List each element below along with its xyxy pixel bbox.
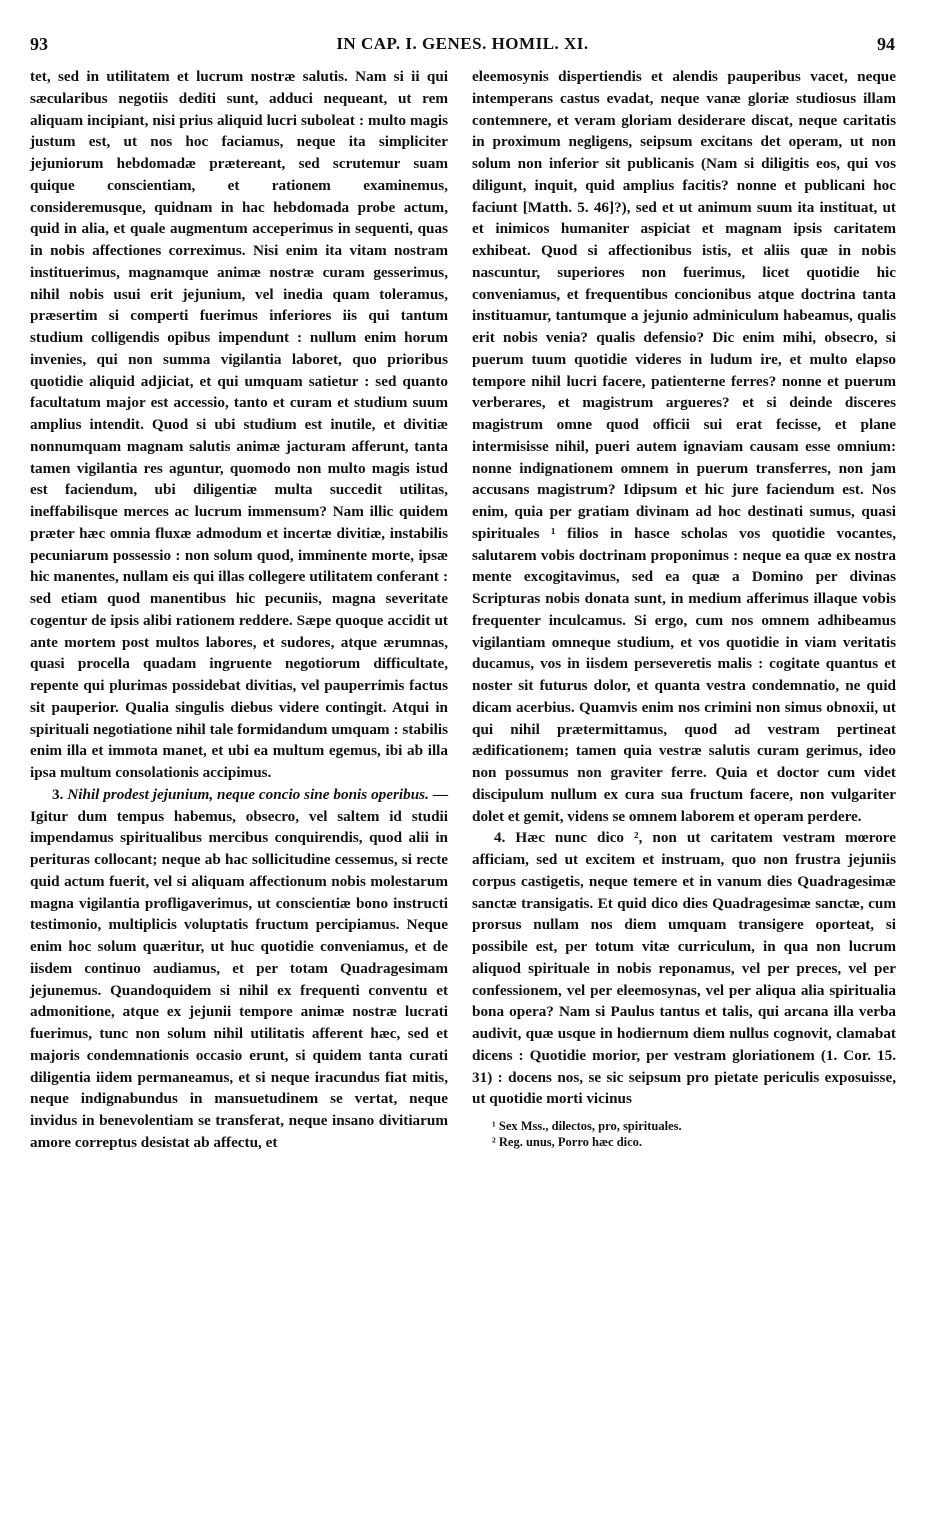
section-number: 3. — [52, 785, 64, 803]
footnote: ¹ Sex Mss., dilectos, pro, spirituales. — [492, 1119, 682, 1133]
paragraph: tet, sed in utilitatem et lucrum nostræ salutis. Nam si ii qui sæcularibus negotiis dediti sunt, adduci nequeant, ut rem aliquam incipiant, nisi prius aliquid lucri suboleat : multo magis justum est, ut nos hoc faciamus, neque ita simpliciter jejuniorum hebdomadæ prætereant, sed scrutemur suam quique conscientiam, et rationem examinemus, consideremusque, quidnam in hac hebdomada probe actum, quid in alia, et quale augmentum acceperimus in sequenti, quas in nobis affectiones correximus. Nisi enim ita vitam nostram instituerimus, magnamque animæ nostræ curam gesserimus, nihil nobis usui erit jejunium, vel inedia quam toleramus, præsertim si comperti fuerimus inferiores iis qui tantum studium colligendis opibus impendunt : nullum enim horum invenies, qui non summa vigilantia laboret, quo prioribus quotidie aliquid adjiciat, et qui umquam satietur : sed quanto facultatum major est accessio, tanto et curam et studium suum amplius intendit. Quod si ubi studium est inutile, et divitiæ nonnumquam magnam salutis animæ jacturam afferunt, tanta tamen vigilantia res aguntur, quomodo non multo magis istud est faciendum, ubi diligentiæ multa succedit utilitas, ineffabilisque merces ac lucrum immensum? Nam illic quidem præter hæc omnia fluxæ admodum et incertæ divitiæ, instabilis pecuniarum possessio : non solum quod, imminente morte, ipsæ hic manentes, nullam eis qui illas collegere utilitatem conferant : sed etiam quod manentibus hic pecuniis, magna severitate cogentur de ipsis alibi rationem reddere. Sæpe quoque accidit ut ante mortem post multos labores, et sudores, atque ærumnas, quasi procella quadam ingruente negotiorum difficultate, repente qui plurimas possidebat divitias, vel pauperrimis factus sit pauperior. Qualia singulis diebus videre contingit. Atqui in spirituali negotiatione nihil tale formidandum umquam : stabilis enim illa et immota manet, et ubi ea multum egemus, ibi ab illa ipsa multum consolationis accipimus. — [30, 68, 448, 781]
footnote: ² Reg. unus, Porro hæc dico. — [492, 1135, 643, 1149]
section-title: Nihil prodest jejunium, neque concio sine bonis operibus. — [67, 785, 429, 803]
left-column — [30, 66, 448, 1154]
paragraph: — Igitur dum tempus habemus, obsecro, vel saltem id studii impendamus spiritualibus mercibus conquirendis, quod alii in perituras collocant; neque ab hac sollicitudine cessemus, si recte quid actum fuerit, vel si aliquam affectionum nobis molestarum magna vigilantia profligaverimus, ut conscientiæ bono instructi testimonio, multiplicis voluptatis fructum percipiamus. Neque enim hoc solum quæritur, ut huc quotidie conveniamus, et de iisdem continuo audiamus, et per totam Quadragesimam jejunemus. Quandoquidem si nihil ex frequenti conventu et admonitione, atque ex jejunii tempore animæ nostræ lucrati fuerimus, tunc non solum nihil utilitatis afferent hæc, sed et majoris condemnationis occasio erunt, si quidem tanta curati diligentia iidem permaneamus, et si neque iracundus fiat mitis, neque indignabundus in mansuetudinem se vertat, neque invidus in benevolentiam se transferat, neque insano divitiarum amore correptus desistat ab affectu, et — [30, 785, 449, 1151]
running-title: IN CAP. I. GENES. HOMIL. XI. — [336, 34, 589, 53]
section-3 — [30, 784, 448, 1154]
paragraph: eleemosynis dispertiendis et alendis pauperibus vacet, neque intemperans castus evadat, neque vanæ gloriæ studiosus illam contemnere, et veram gloriam desiderare discat, neque caritatis in proximum negligens, seipsum excitans det operam, ut non solum non inferior sit publicanis (Nam si diligitis eos, qui vos diligunt, inquit, quid amplius facitis? nonne et publicani hoc faciunt [Matth. 5. 46]?), sed et ut animum suum ita instituat, ut et inimicos humaniter aspiciat et magnam ipsis caritatem exhibeat. Quod si affectionibus istis, et aliis quæ in nobis nascuntur, superiores non fuerimus, licet quotidie hic conveniamus, et frequentibus concionibus atque doctrina tanta instituamur, tantumque a jejunio adminiculum habeamus, qualis erit nobis venia? qualis defensio? Dic enim mihi, obsecro, si puerum tuum quotidie videres in ludum ire, et multo elapso tempore nihil lucri facere, patienterne ferres? nonne et puerum verberares, et magistrum argueres? et si deinde disceres magistrum omne quod officii sui erat fecisse, et plane intermisisse nihil, pueri autem ignaviam causam esse omnium: nonne indignationem omnem in puerum transferres, non jam accusans magistrum? Idipsum et hic jure faciendum est. Nos enim, quia per gratiam divinam ad hoc destinati sumus, quasi spirituales ¹ filios in hasce scholas vos quotidie vocantes, salutarem vobis doctrinam proponimus : neque ea quæ ex nostra mente excogitavimus, sed ea quæ a Domino per divinas Scripturas nobis donata sunt, in medium afferimus illaque vobis frequenter inculcamus. Si ergo, cum nos omnem adhibeamus vigilantiam omneque studium, et vos quotidie in viam veritatis ducamus, vos in iisdem perseveretis malis : cogitate quantus et noster sit futurus dolor, et quanta vestra condemnatio, ne quid dicam acerbius. Quamvis enim nos crimini non simus obnoxii, ut qui nihil prætermittamus, quod ad vestram pertineat ædificationem; tamen quia vestræ salutis curam gerimus, ideo non possumus non graviter ferre. Quia et doctor cum videt discipulum nullum ex cura sua fructum facere, non vulgariter dolet et gemit, videns se omnem laborem et operam perdere. — [472, 68, 896, 825]
section-number: 4. — [494, 829, 506, 847]
page-number-left: 93 — [30, 34, 48, 54]
footnotes — [472, 1118, 896, 1150]
page-number-right: 94 — [877, 34, 895, 54]
paragraph: Hæc nunc dico ², non ut caritatem vestram mœrore afficiam, sed ut excitem et instruam, quo non frustra jejuniis corpus castigetis, neque temere et in vanum dies Quadragesimæ sanctæ transigatis. Et quid dico dies Quadragesimæ sanctæ, cum prorsus nullam nos diem umquam transigere oporteat, si possibile est, per totum vitæ curriculum, in qua non lucrum aliquod spirituale in nobis reponamus, vel per preces, vel per confessionem, vel per eleemosynas, vel per aliqua alia spiritualia bona opera? Nam si Paulus tantus et talis, qui arcana illa verba audivit, quæ usque in hodiernum diem nullus cognovit, clamabat dicens : Quotidie morior, per vestram gloriationem (1. Cor. 15. 31) : docens nos, se sic seipsum pro pietate periculis exposuisse, ut quotidie morti vicinus — [472, 829, 896, 1108]
section-4 — [472, 827, 896, 1110]
right-column — [472, 66, 896, 1150]
page-header — [30, 34, 895, 56]
